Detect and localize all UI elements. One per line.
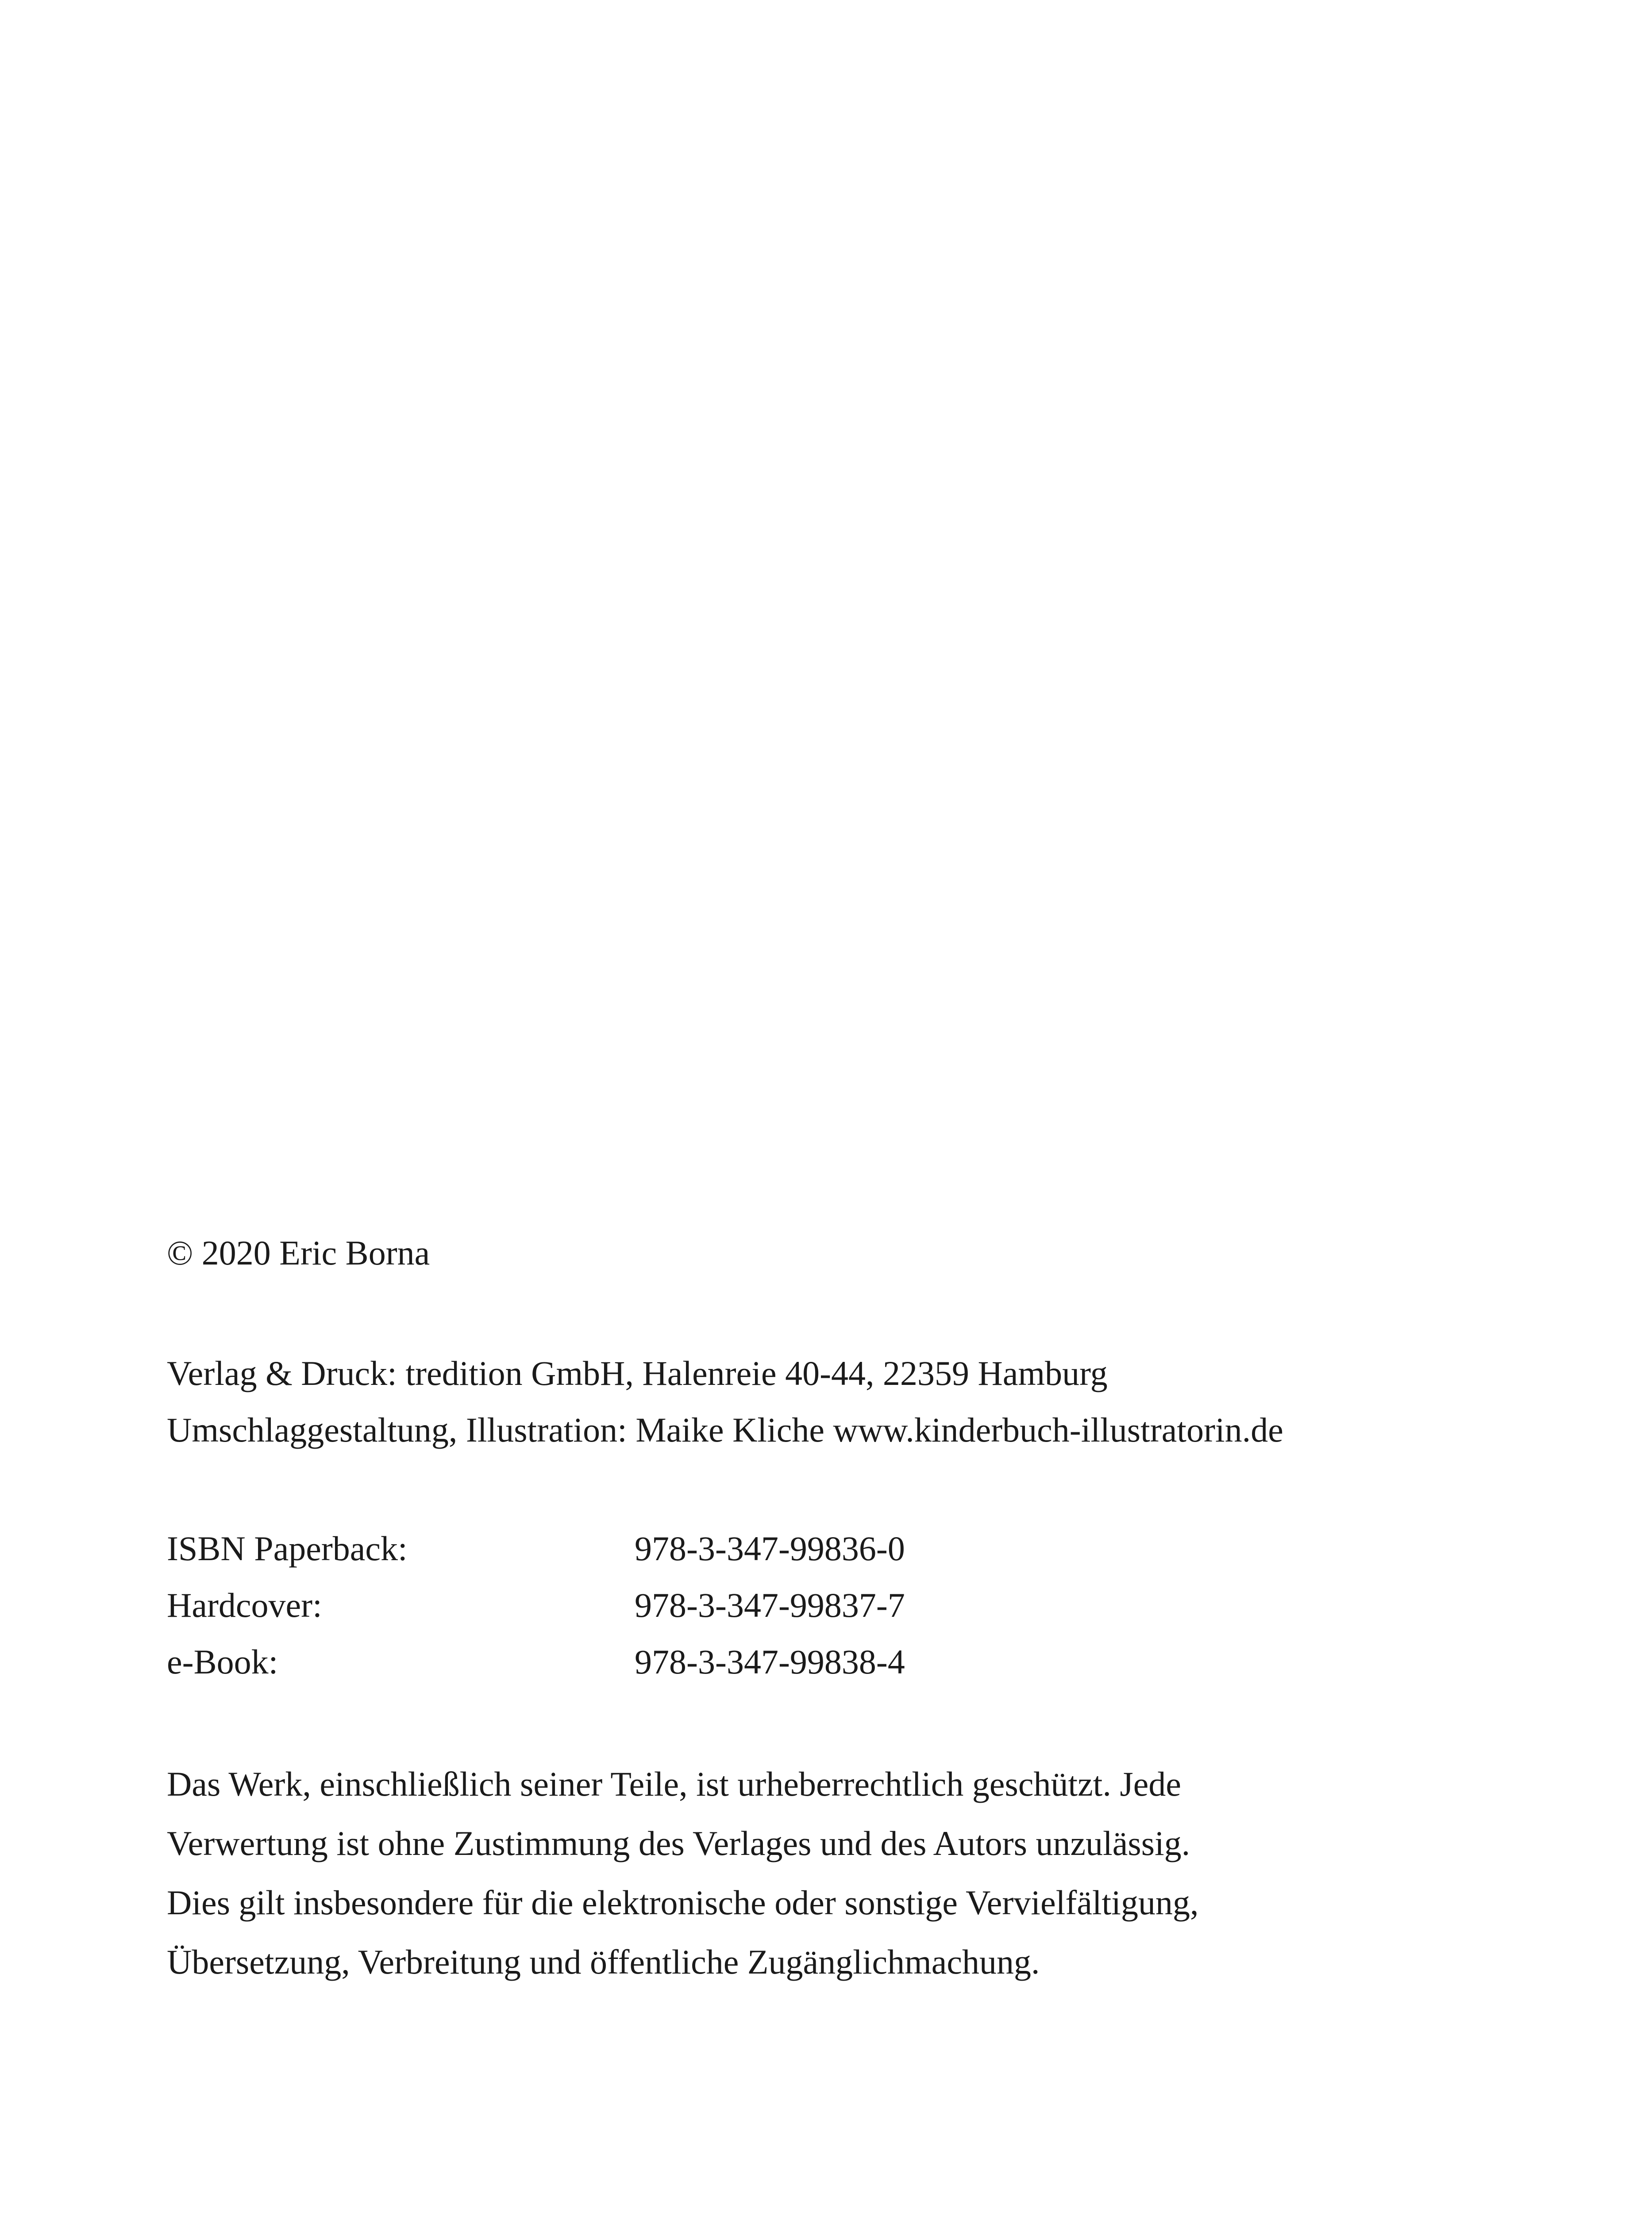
isbn-value: 978-3-347-99837-7 [635, 1586, 905, 1624]
cover-design-line: Umschlaggestaltung, Illustration: Maike Kliche www.kinderbuch-illustratorin.de [167, 1411, 1283, 1449]
publisher-line: Verlag & Druck: tredition GmbH, Halenreie 40-44, 22359 Hamburg [167, 1354, 1108, 1392]
publisher-info [167, 1356, 1494, 1447]
legal-line: Verwertung ist ohne Zustimmung des Verlages und des Autors unzulässig. [167, 1824, 1190, 1862]
isbn-value: 978-3-347-99838-4 [635, 1642, 905, 1681]
copyright-line: © 2020 Eric Borna [167, 1234, 430, 1272]
legal-line: Das Werk, einschließlich seiner Teile, ist urheberrechtlich geschützt. Jede [167, 1765, 1182, 1803]
copyright-notice [167, 1236, 1494, 1270]
isbn-list [167, 1531, 1494, 1679]
legal-line: Übersetzung, Verbreitung und öffentliche Zugänglichmachung. [167, 1943, 1040, 1981]
isbn-row-hardcover [167, 1588, 1494, 1623]
isbn-label: Hardcover: [167, 1586, 322, 1624]
isbn-label: e-Book: [167, 1642, 278, 1681]
isbn-row-paperback [167, 1531, 1494, 1566]
isbn-value: 978-3-347-99836-0 [635, 1529, 905, 1568]
legal-line: Dies gilt insbesondere für die elektronische oder sonstige Vervielfältigung, [167, 1883, 1199, 1922]
legal-notice [167, 1767, 1494, 1979]
isbn-row-ebook [167, 1642, 1494, 1681]
isbn-label: ISBN Paperback: [167, 1529, 408, 1568]
